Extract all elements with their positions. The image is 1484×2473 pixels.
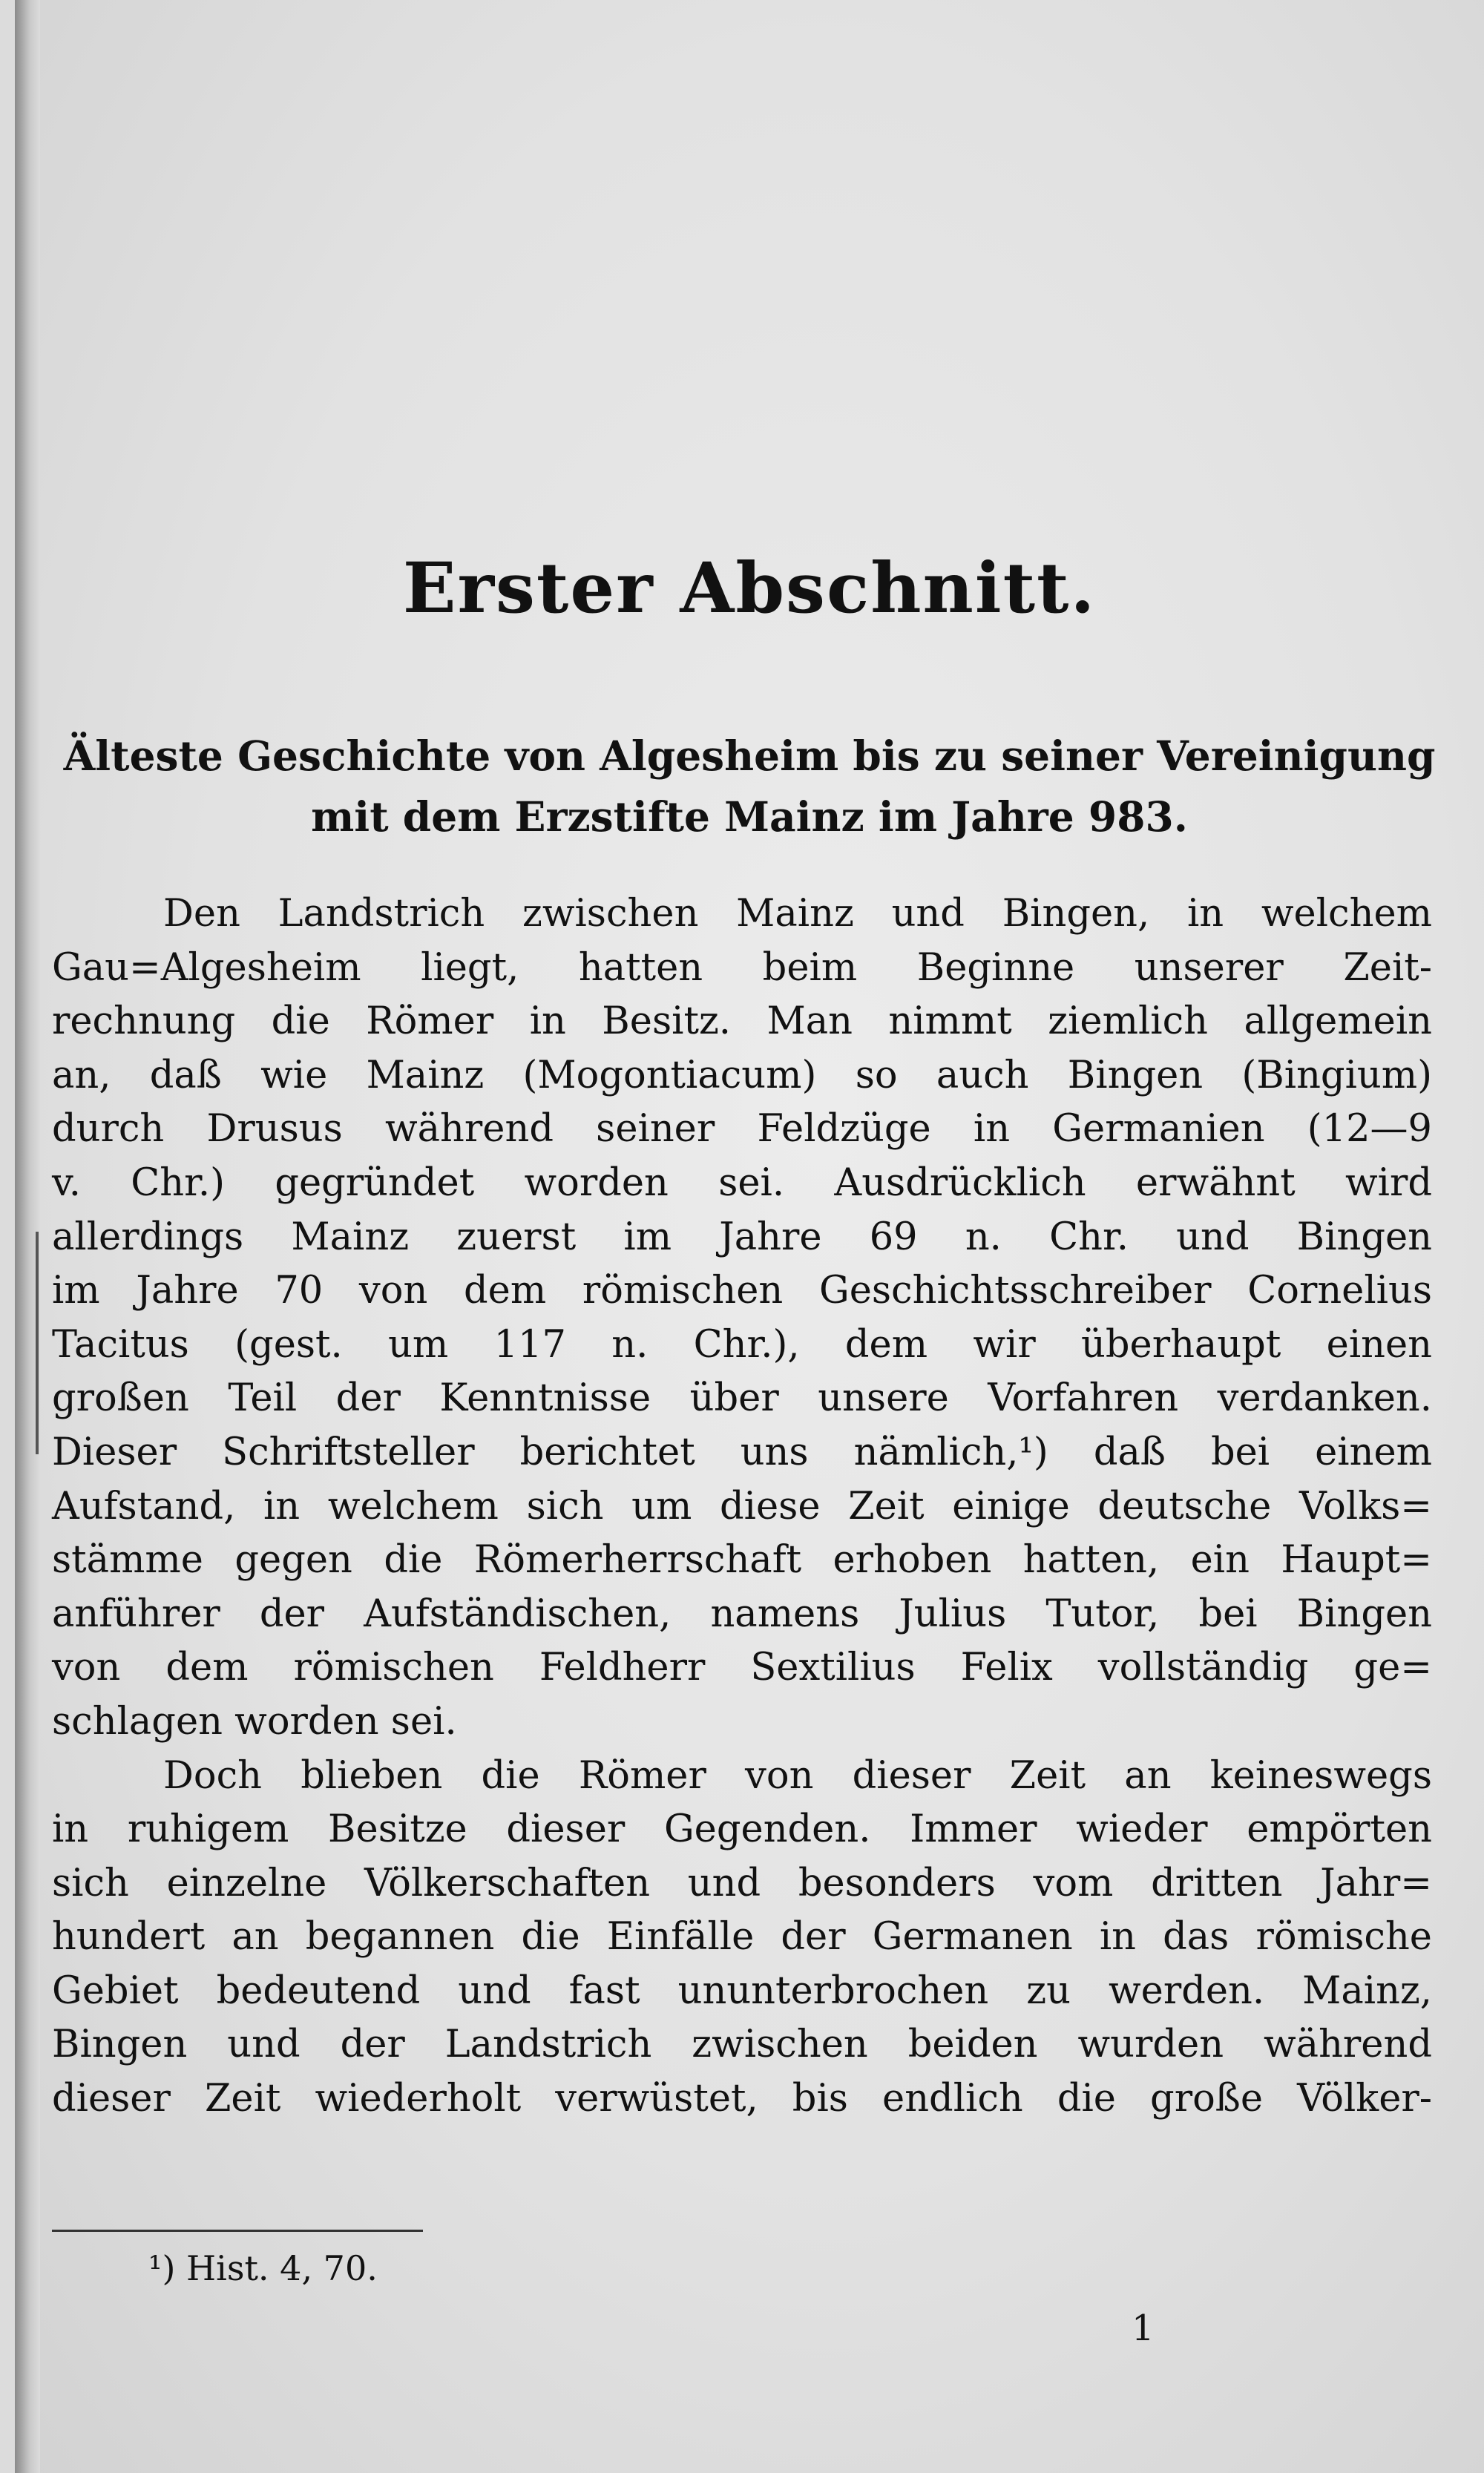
page-number: 1 — [1132, 2308, 1155, 2349]
footnote: ¹) Hist. 4, 70. — [148, 2248, 378, 2288]
text-line: Doch blieben die Römer von dieser Zeit an keineswegs — [163, 1753, 1432, 1798]
text-line: anführer der Aufständischen, namens Julius Tutor, bei Bingen — [52, 1592, 1432, 1636]
text-line: allerdings Mainz zuerst im Jahre 69 n. Chr. und Bingen — [52, 1215, 1432, 1259]
text-line: dieser Zeit wiederholt verwüstet, bis endlich die große Völker- — [52, 2077, 1432, 2121]
subtitle-line: Älteste Geschichte von Algesheim bis zu seiner Vereinigung — [63, 732, 1436, 780]
text-line: v. Chr.) gegründet worden sei. Ausdrücklich erwähnt wird — [52, 1160, 1432, 1205]
text-line: im Jahre 70 von dem römischen Geschichtsschreiber Cornelius — [52, 1269, 1432, 1313]
text-line: durch Drusus während seiner Feldzüge in Germanien (12—9 — [52, 1107, 1432, 1152]
book-page — [15, 0, 1484, 2473]
section-heading: Erster Abschnitt. — [402, 548, 1097, 629]
text-line: hundert an begannen die Einfälle der Germanen in das römische — [52, 1915, 1432, 1960]
text-line: rechnung die Römer in Besitz. Man nimmt ziemlich allgemein — [52, 999, 1432, 1044]
text-line: in ruhigem Besitze dieser Gegenden. Immer wieder empörten — [52, 1807, 1432, 1852]
text-line: stämme gegen die Römerherrschaft erhoben hatten, ein Haupt= — [52, 1538, 1432, 1583]
text-line: Dieser Schriftsteller berichtet uns nämlich,¹) daß bei einem — [52, 1430, 1432, 1474]
margin-mark — [36, 1232, 39, 1454]
body-text — [52, 887, 1432, 2126]
text-line: Gau=Algesheim liegt, hatten beim Beginne unserer Zeit- — [52, 945, 1432, 990]
text-line: schlagen worden sei. — [52, 1699, 457, 1744]
text-line: Tacitus (gest. um 117 n. Chr.), dem wir überhaupt einen — [52, 1322, 1432, 1367]
text-line: großen Teil der Kenntnisse über unsere Vorfahren verdanken. — [52, 1376, 1432, 1421]
text-line: Gebiet bedeutend und fast ununterbrochen zu werden. Mainz, — [52, 1968, 1432, 2013]
subtitle-line: mit dem Erzstifte Mainz im Jahre 983. — [311, 792, 1188, 841]
text-line: Bingen und der Landstrich zwischen beiden wurden während — [52, 2023, 1432, 2067]
text-line: an, daß wie Mainz (Mogontiacum) so auch Bingen (Bingium) — [52, 1053, 1432, 1097]
footnote-rule — [52, 2230, 423, 2232]
section-subtitle — [15, 726, 1484, 847]
text-line: von dem römischen Feldherr Sextilius Felix vollständig ge= — [52, 1646, 1432, 1690]
text-line: sich einzelne Völkerschaften und besonders vom dritten Jahr= — [52, 1861, 1432, 1905]
text-line: Aufstand, in welchem sich um diese Zeit einige deutsche Volks= — [52, 1484, 1432, 1528]
text-line: Den Landstrich zwischen Mainz und Bingen, in welchem — [163, 892, 1432, 936]
